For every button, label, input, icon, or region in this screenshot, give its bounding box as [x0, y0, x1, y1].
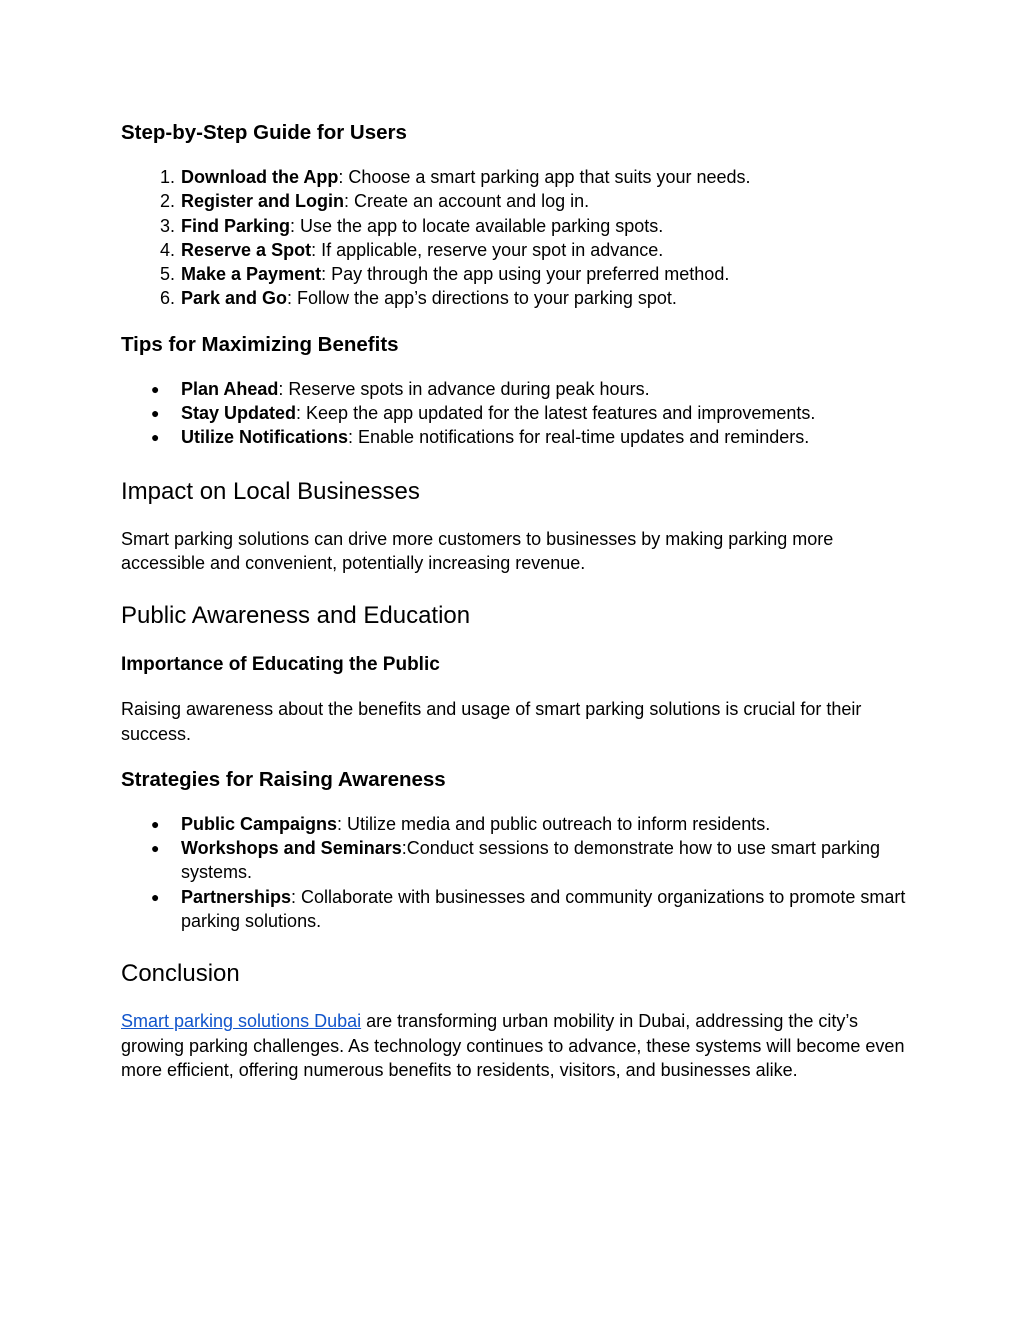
smart-parking-link[interactable]: Smart parking solutions Dubai [121, 1011, 362, 1032]
strategies-list [121, 812, 911, 933]
list-item [121, 401, 911, 425]
strategy-text: : Collaborate with businesses and community organizations to promote smart parking solutions. [181, 886, 906, 932]
list-item [121, 836, 911, 885]
strategy-label: Public Campaigns [181, 813, 338, 834]
step-number: 3. [159, 215, 175, 236]
bullet-icon: ● [151, 815, 160, 832]
importance-paragraph: Raising awareness about the benefits and usage of smart parking solutions is crucial for their success. [121, 699, 862, 744]
tip-text: : Reserve spots in advance during peak hours. [278, 378, 650, 399]
tips-list [121, 377, 911, 450]
bullet-icon: ● [151, 429, 160, 446]
list-item [121, 214, 911, 238]
step-text: : Use the app to locate available parking spots. [290, 215, 664, 236]
step-label: Make a Payment [181, 264, 322, 285]
step-label: Register and Login [181, 191, 345, 212]
step-number: 6. [159, 288, 175, 309]
impact-paragraph: Smart parking solutions can drive more customers to businesses by making parking more accessible and convenient, potentially increasing revenue. [121, 528, 834, 573]
list-item [121, 165, 911, 189]
list-item [121, 377, 911, 401]
conclusion-text: are transforming urban mobility in Dubai, addressing the city’s growing parking challenges. As technology continues to advance, these systems will become even more efficient, offering numerous benefits to residents, visitors, and businesses alike. [121, 1011, 905, 1080]
conclusion-heading: Conclusion [121, 960, 240, 988]
tips-heading: Tips for Maximizing Benefits [121, 332, 399, 356]
tip-text: : Keep the app updated for the latest features and improvements. [296, 403, 816, 424]
step-label: Park and Go [181, 288, 288, 309]
list-item [121, 286, 911, 310]
step-text: : Create an account and log in. [344, 191, 590, 212]
strategy-label: Partnerships [181, 886, 292, 907]
step-number: 1. [159, 167, 175, 187]
impact-heading: Impact on Local Businesses [121, 477, 420, 505]
tip-label: Stay Updated [181, 403, 297, 424]
list-item [121, 425, 911, 449]
step-label: Find Parking [181, 215, 291, 236]
list-item [121, 238, 911, 262]
step-text: : Pay through the app using your preferred method. [321, 264, 730, 285]
strategy-text: :Conduct sessions to demonstrate how to use smart parking systems. [181, 838, 880, 883]
list-item [121, 262, 911, 286]
conclusion-paragraph [121, 1009, 911, 1082]
step-label: Reserve a Spot [181, 239, 312, 260]
list-item [121, 189, 911, 213]
step-number: 2. [159, 191, 175, 212]
bullet-icon: ● [151, 840, 160, 857]
strategy-label: Workshops and Seminars [181, 838, 402, 859]
bullet-icon: ● [151, 380, 160, 397]
strategy-text: : Utilize media and public outreach to inform residents. [337, 813, 771, 834]
list-item [121, 885, 911, 934]
step-text: : Follow the app’s directions to your parking spot. [287, 288, 677, 309]
step-number: 5. [159, 264, 175, 285]
step-text: : Choose a smart parking app that suits your needs. [338, 167, 751, 187]
tip-text: : Enable notifications for real-time updates and reminders. [348, 427, 810, 448]
guide-steps-list [121, 165, 911, 311]
tip-label: Utilize Notifications [181, 427, 349, 448]
bullet-icon: ● [151, 888, 160, 905]
importance-heading: Importance of Educating the Public [121, 654, 440, 676]
list-item [121, 812, 911, 836]
tip-label: Plan Ahead [181, 378, 279, 399]
document-page [121, 118, 911, 1082]
guide-heading: Step-by-Step Guide for Users [121, 121, 407, 144]
step-label: Download the App [181, 167, 339, 187]
step-text: : If applicable, reserve your spot in advance. [311, 239, 664, 260]
awareness-heading: Public Awareness and Education [121, 602, 471, 630]
step-number: 4. [159, 239, 175, 260]
bullet-icon: ● [151, 405, 160, 422]
strategies-heading: Strategies for Raising Awareness [121, 767, 446, 791]
